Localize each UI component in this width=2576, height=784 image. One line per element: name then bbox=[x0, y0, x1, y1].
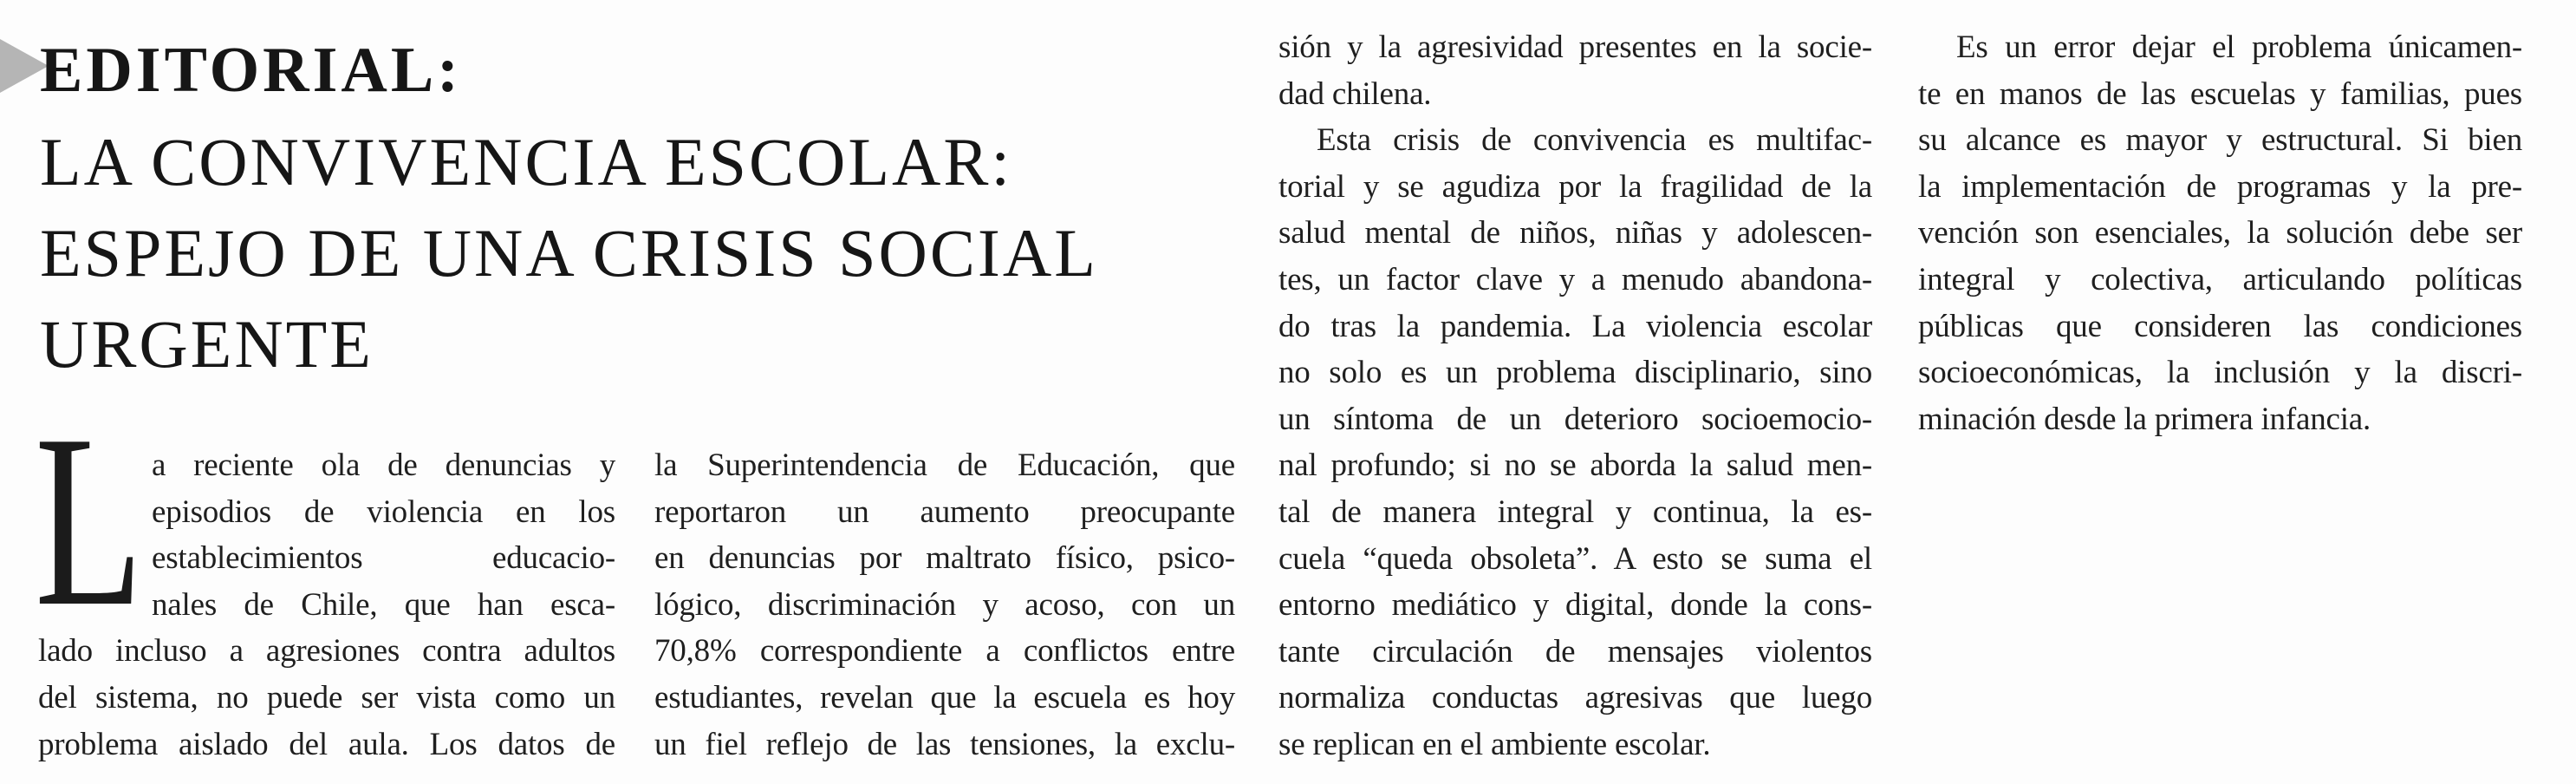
text-line: la implementación de programas y la pre- bbox=[1918, 168, 2522, 205]
text-line: tes, un factor clave y a menudo abandona- bbox=[1278, 261, 1872, 297]
text-line: minación desde la primera infancia. bbox=[1918, 401, 2371, 437]
text-line: socioeconómicas, la inclusión y la discri- bbox=[1918, 355, 2522, 391]
text-line: tal de manera integral y continua, la es- bbox=[1278, 493, 1872, 530]
text-line: nal profundo; si no se aborda la salud men- bbox=[1278, 448, 1872, 484]
text-line: episodios de violencia en los bbox=[152, 493, 615, 530]
text-line: dad chilena. bbox=[1278, 75, 1432, 112]
text-line: Esta crisis de convivencia es multifac- bbox=[1317, 122, 1872, 159]
text-line: 70,8% correspondiente a conflictos entre bbox=[654, 633, 1235, 670]
text-line: establecimientos educacio- bbox=[152, 540, 615, 577]
text-line: torial y se agudiza por la fragilidad de la bbox=[1278, 168, 1872, 205]
text-line: se replican en el ambiente escolar. bbox=[1278, 726, 1711, 762]
text-line: estudiantes, revelan que la escuela es hoy bbox=[654, 679, 1235, 715]
article-column-2 bbox=[654, 442, 1235, 768]
article-column-3 bbox=[1278, 24, 1872, 768]
text-line: a reciente ola de denuncias y bbox=[152, 448, 615, 483]
text-line: normaliza conductas agresivas que luego bbox=[1278, 680, 1872, 716]
article-column-1 bbox=[38, 442, 615, 768]
text-line: entorno mediático y digital, donde la cons- bbox=[1278, 587, 1872, 624]
text-line: nales de Chile, que han esca- bbox=[152, 586, 615, 623]
text-line: en denuncias por maltrato físico, psico- bbox=[654, 540, 1235, 577]
text-line: cuela “queda obsoleta”. A esto se suma el bbox=[1278, 540, 1872, 577]
editorial-kicker: EDITORIAL: bbox=[40, 35, 462, 106]
text-line: problema aislado del aula. Los datos de bbox=[38, 726, 615, 762]
text-line: un fiel reflejo de las tensiones, la exclu- bbox=[654, 726, 1235, 762]
text-line: tante circulación de mensajes violentos bbox=[1278, 633, 1872, 670]
text-line: reportaron un aumento preocupante bbox=[654, 493, 1235, 530]
text-line: la Superintendencia de Educación, que bbox=[654, 448, 1235, 483]
drop-cap: L bbox=[35, 383, 144, 657]
editorial-title-line: ESPEJO DE UNA CRISIS SOCIAL bbox=[40, 215, 1098, 291]
text-line: no solo es un problema disciplinario, sino bbox=[1278, 355, 1872, 391]
text-line: sión y la agresividad presentes en la socie- bbox=[1278, 29, 1872, 65]
text-line: del sistema, no puede ser vista como un bbox=[38, 679, 615, 715]
text-line: integral y colectiva, articulando políticas bbox=[1918, 261, 2522, 297]
editorial-title-line: URGENTE bbox=[40, 306, 374, 382]
text-line: su alcance es mayor y estructural. Si bien bbox=[1918, 122, 2522, 159]
text-line: salud mental de niños, niñas y adolescen- bbox=[1278, 215, 1872, 252]
text-line: un síntoma de un deterioro socioemocio- bbox=[1278, 401, 1872, 437]
text-line: públicas que consideren las condiciones bbox=[1918, 308, 2522, 344]
editorial-masthead bbox=[40, 25, 1098, 389]
article-column-4 bbox=[1918, 24, 2522, 442]
text-line: lado incluso a agresiones contra adultos bbox=[38, 633, 615, 670]
text-line: do tras la pandemia. La violencia escolar bbox=[1278, 308, 1872, 344]
editorial-title-line: LA CONVIVENCIA ESCOLAR: bbox=[40, 124, 1013, 199]
text-line: lógico, discriminación y acoso, con un bbox=[654, 586, 1235, 623]
text-line: te en manos de las escuelas y familias, pues bbox=[1918, 75, 2522, 112]
text-line: vención son esenciales, la solución debe ser bbox=[1918, 215, 2522, 252]
text-line: Es un error dejar el problema únicamen- bbox=[1956, 29, 2522, 65]
